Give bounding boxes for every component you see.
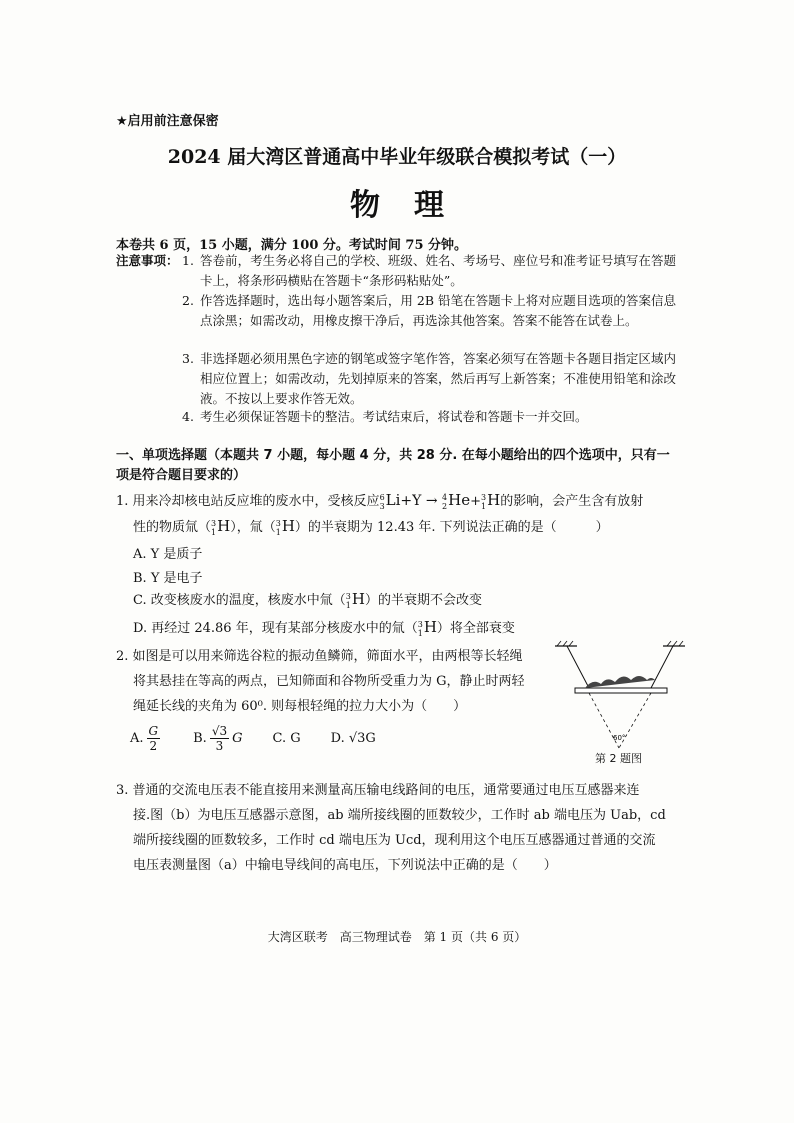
note-number: 1. — [182, 253, 194, 268]
question-number: 1. — [116, 494, 129, 509]
angle-label: 60° — [613, 734, 626, 742]
question-text: 端所接线圈的匝数较多，工作时 cd 端电压为 Ucd，现利用这个电压互感器通过普通的交流 — [133, 833, 656, 848]
option-a: A. $\frac{G}{2}$ — [130, 724, 159, 753]
note-item — [182, 407, 676, 427]
question-text: 性的物质氚（ — [133, 520, 212, 535]
question-text: 如图是可以用来筛选谷粒的振动鱼鳞筛，筛面水平，由两根等长轻绳 — [132, 649, 523, 664]
question-2 — [116, 644, 556, 719]
note-number: 2. — [182, 293, 194, 308]
exam-info: 本卷共 6 页，15 小题，满分 100 分。考试时间 75 分钟。 — [116, 238, 468, 253]
note-text: 作答选择题时，选出每小题答案后，用 2B 铅笔在答题卡上将对应题目选项的答案信息点涂黑；如需改动，用橡皮擦干净后，再选涂其他答案。答案不能答在试卷上。 — [200, 293, 676, 328]
note-item — [182, 349, 676, 409]
option-c: C. 改变核废水的温度，核废水中氚（ 3 1 H）的半衰期不会改变 — [133, 590, 482, 610]
notes-label: 注意事项： — [116, 253, 179, 268]
question-number: 3. — [116, 783, 129, 798]
question-text: 绳延长线的夹角为 60⁰. 则每根轻绳的拉力大小为（ ） — [133, 699, 467, 714]
option-b: B. $\frac{√3}{3}$ G — [193, 724, 243, 753]
question-1: 1. 用来冷却核电站反应堆的废水中，受核反应 6 3 Li+Y → 4 2 He+ 3 1 H的影响，会产生含有放射 性的物质氚（ 3 1 H），氚（ 3 1 H）的半衰期为 12.43 年. 下列说法正确的是（ ） — [116, 491, 644, 537]
sieve-diagram — [555, 640, 685, 760]
note-text: 答卷前，考生务必将自己的学校、班级、姓名、考场号、座位号和准考证号填写在答题卡上，将条形码横贴在答题卡“条形码粘贴处”。 — [200, 253, 676, 288]
subject-title: 物理 — [350, 188, 478, 223]
element-symbol: H — [487, 491, 501, 509]
note-item — [182, 251, 676, 291]
option-d: D. 再经过 24.86 年，现有某部分核废水中的氚（ 3 1 H）将全部衰变 — [133, 618, 515, 638]
isotope-numbers: 3 1 — [481, 492, 487, 511]
option-d: D. √3G — [330, 731, 376, 746]
section-heading: 一、单项选择题（本题共 7 小题，每小题 4 分，共 28 分. 在每小题给出的四个选项中，只有一项是符合题目要求的） — [116, 448, 670, 483]
option-a: A. Y 是质子 — [133, 547, 203, 562]
question-3 — [116, 778, 696, 878]
page-footer: 大湾区联考 高三物理试卷 第 1 页（共 6 页） — [267, 930, 527, 944]
isotope-numbers: 3 1 — [275, 518, 281, 537]
exam-title: 2024 届大湾区普通高中毕业年级联合模拟考试（一） — [167, 146, 627, 168]
q2-options — [130, 724, 376, 753]
question-text: 用来冷却核电站反应堆的废水中，受核反应 — [132, 494, 380, 509]
option-c: C. G — [272, 731, 301, 746]
question-text: 普通的交流电压表不能直接用来测量高压输电线路间的电压，通常要通过电压互感器来连 — [132, 783, 640, 798]
note-text: 考生必须保证答题卡的整洁。考试结束后，将试卷和答题卡一并交回。 — [200, 409, 588, 424]
element-symbol: Li — [385, 491, 401, 509]
note-number: 3. — [182, 351, 194, 366]
option-b: B. Y 是电子 — [133, 571, 203, 586]
confidential-notice: ★启用前注意保密 — [116, 114, 219, 129]
isotope-numbers: 3 1 — [211, 518, 217, 537]
question-text: 电压表测量图（a）中输电导线间的高电压，下列说法中正确的是（ ） — [133, 858, 557, 873]
question-text: 的影响，会产生含有放射 — [500, 494, 644, 509]
question-text: 接.图（b）为电压互感器示意图，ab 端所接线圈的匝数较少，工作时 ab 端电压为 Uab，cd — [133, 808, 666, 823]
note-text: 非选择题必须用黑色字迹的钢笔或签字笔作答，答案必须写在答题卡各题目指定区域内相应位置上；如需改动，先划掉原来的答案，然后再写上新答案；不准使用铅笔和涂改液。不按以上要求作答无效。 — [200, 351, 676, 406]
note-number: 4. — [182, 409, 194, 424]
note-item — [182, 291, 676, 331]
question-text: 将其悬挂在等高的两点，已知筛面和谷物所受重力为 G，静止时两轻 — [133, 674, 525, 689]
isotope-numbers: 6 3 — [379, 492, 385, 511]
element-symbol: He — [448, 491, 471, 509]
isotope-numbers: 4 2 — [442, 492, 448, 511]
figure-caption: 第 2 题图 — [595, 752, 642, 765]
question-number: 2. — [116, 649, 129, 664]
